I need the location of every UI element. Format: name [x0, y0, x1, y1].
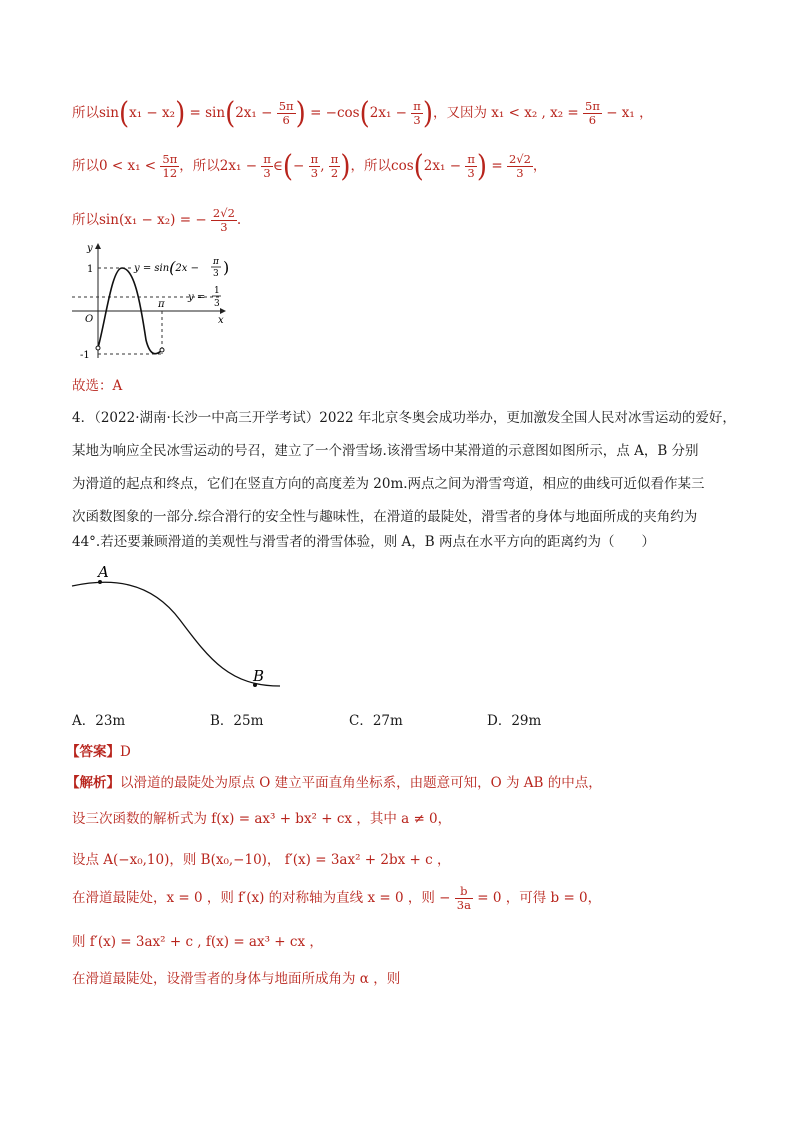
- analysis-label: 【解析】: [66, 775, 120, 791]
- fraction: $\frac{b}{3a}$: [456, 884, 471, 913]
- math-expr: 2x₁ −: [219, 158, 258, 175]
- fraction: $\frac{\pi}{3}$: [467, 152, 475, 181]
- question-line-5: 44°.若还要兼顾滑道的美观性与滑雪者的滑雪体验，则 A，B 两点在水平方向的距离约为（ ）: [72, 534, 655, 550]
- text-prefix: 所以: [72, 158, 99, 175]
- solution-line-2: 所以0 < x₁ < $\frac{5\pi}{12}$ ，所以2x₁ − $\frac{\pi}{3}$ ∈(− $\frac{\pi}{3}$ , $\frac{\pi}{2}$ )，所以cos(2x₁ − $\frac{\pi}{3}$ ) = $\frac{2√2}{3}$ ，: [72, 149, 547, 184]
- fraction: $\frac{\pi}{2}$: [330, 152, 339, 181]
- ski-slope-figure: [70, 560, 290, 695]
- curve-label-frac-num: π: [213, 257, 219, 267]
- math-expr: x₁ < x₂ , x₂ =: [491, 105, 579, 122]
- slope-curve: [72, 582, 280, 686]
- question-line-3: 为滑道的起点和终点，它们在竖直方向的高度差为 20m.两点之间为滑雪弯道，相应的曲线可近似看作某三: [72, 476, 705, 492]
- fraction: $\frac{2√2}{3}$: [212, 206, 235, 235]
- analysis-line-4: 在滑道最陡处，x = 0 ，则 f′(x) 的对称轴为直线 x = 0 ，则 − $\frac{b}{3a}$ = 0 ，可得 b = 0，: [72, 884, 602, 913]
- math-expr: − x₁ ，: [606, 105, 653, 122]
- line-label-frac-den: 3: [214, 299, 220, 309]
- math-expr: ∈: [272, 158, 283, 175]
- analysis-line-1: 【解析】以滑道的最陡处为原点 O 建立平面直角坐标系，由题意可知，O 为 AB 的中点，: [66, 775, 602, 791]
- analysis-line-5: 则 f′(x) = 3ax² + c , f(x) = ax³ + cx ，: [72, 934, 323, 950]
- math-expr: 2x₁ −: [369, 105, 407, 122]
- line-label: y =: [188, 292, 206, 303]
- tick-neg1: -1: [80, 350, 90, 361]
- endpoint-right: [160, 348, 164, 352]
- text-mid: ，所以: [179, 158, 220, 175]
- analysis-line-2: 设三次函数的解析式为 f(x) = ax³ + bx² + cx ，其中 a ≠ 0，: [72, 811, 452, 827]
- math-expr: 0 < x₁ <: [99, 158, 157, 175]
- tick-pi: π: [158, 299, 165, 310]
- question-line-1: 4．（2022·湖南·长沙一中高三开学考试）2022 年北京冬奥会成功举办，更加激发全国人民对冰雪运动的爱好，: [72, 410, 736, 426]
- sine-graph: [70, 240, 240, 365]
- math-expr: = −cos: [310, 105, 360, 122]
- option-b: B．25m: [210, 713, 264, 729]
- solution-line-3: 所以sin(x₁ − x₂) = − $\frac{2√2}{3}$ .: [72, 206, 242, 235]
- option-d: D．29m: [487, 713, 542, 729]
- analysis-line-6: 在滑道最陡处，设滑雪者的身体与地面所成角为 α ，则: [72, 971, 401, 987]
- endpoint-left: [96, 346, 100, 350]
- answer-value: D: [120, 744, 131, 760]
- line-label-frac-num: 1: [214, 286, 220, 296]
- tick-1: 1: [87, 264, 94, 275]
- fraction: $\frac{\pi}{3}$: [310, 152, 319, 181]
- math-expr: = sin: [189, 105, 226, 122]
- math-expr: sin(x₁ − x₂) = −: [99, 212, 207, 229]
- analysis-line-3: 设点 A(−x₀,10)，则 B(x₀,−10)， f′(x) = 3ax² + 2bx + c ，: [72, 852, 451, 868]
- solution-line-1: 所以sin(x₁ − x₂) = sin(2x₁ − $\frac{5\pi}{6}$ ) = −cos(2x₁ − $\frac{\pi}{3}$ )，又因为 x₁ < x₂ , x₂ = $\frac{5\pi}{6}$ − x₁ ，: [72, 96, 653, 131]
- y-axis-label: y: [87, 243, 93, 254]
- text-mid: ，又因为: [432, 105, 487, 122]
- text-prefix: 所以: [72, 212, 99, 229]
- math-expr: 2x₁ −: [235, 105, 273, 122]
- point-b-label: B: [253, 667, 265, 685]
- answer-choice: 故选：A: [72, 378, 123, 394]
- question-line-4: 次函数图象的一部分.综合滑行的安全性与趣味性，在滑道的最陡处，滑雪者的身体与地面所成的夹角约为: [72, 509, 698, 525]
- curve-label: y = sin(2x −: [134, 258, 199, 277]
- math-expr: x₁ − x₂: [129, 105, 176, 122]
- fraction: $\frac{5\pi}{6}$: [585, 99, 600, 128]
- option-c: C．27m: [349, 713, 403, 729]
- option-a: A．23m: [72, 713, 126, 729]
- answer-label: 【答案】: [66, 744, 120, 760]
- fraction: $\frac{5\pi}{12}$: [162, 152, 178, 181]
- point-a-label: A: [98, 563, 109, 581]
- question-line-2: 某地为响应全民冰雪运动的号召，建立了一个滑雪场.该滑雪场中某滑道的示意图如图所示，点 A，B 分别: [72, 443, 699, 459]
- svg-text:): ): [223, 258, 230, 277]
- answer-line: [66, 740, 131, 760]
- fraction: $\frac{\pi}{3}$: [263, 152, 271, 181]
- fraction: $\frac{5\pi}{6}$: [278, 99, 294, 128]
- x-axis-label: x: [218, 315, 224, 326]
- fraction: $\frac{\pi}{3}$: [413, 99, 421, 128]
- text-prefix: 所以: [72, 105, 99, 122]
- origin-label: O: [85, 314, 94, 325]
- curve-label-frac-den: 3: [213, 269, 219, 279]
- text-mid: ，所以: [350, 158, 392, 175]
- fraction: $\frac{2√2}{3}$: [508, 152, 531, 181]
